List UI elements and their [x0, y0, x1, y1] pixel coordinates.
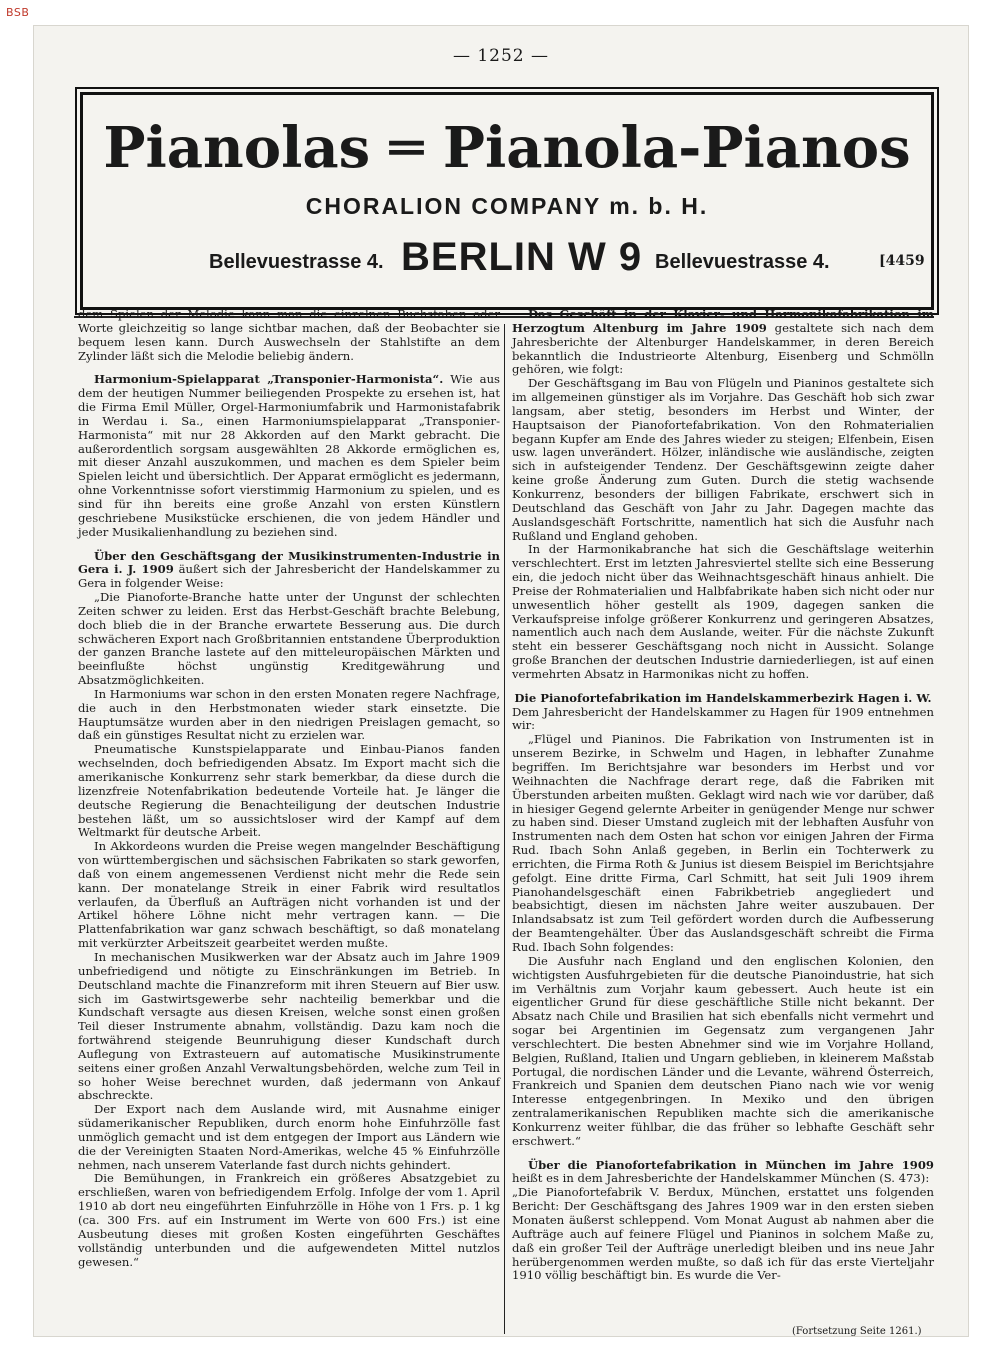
ad-city: BERLIN W 9: [401, 235, 643, 279]
paragraph: „Flügel und Pianinos. Die Fabrikation von Instrumenten ist in unserem Bezirke, in Schwelm und Hagen, in lebhafter Zunahme begriffen. Im Berichtsjahre war besonders im Herbst und vor Weihnachten die Nachfrage derart rege, daß die Fabriken mit Überstunden arbeiten mußten. Geklagt wird nach wie vor darüber, daß in hiesiger Gegend gelernte Arbeiter in genügender Menge nur schwer zu haben sind. Dieser Umstand zugleich mit der lebhaften Ausfuhr von Instrumenten nach dem Osten hat schon vor einigen Jahren der Firma Rud. Ibach Sohn Anlaß gegeben, in Berlin ein Tochterwerk zu errichten, die Firma Roth & Junius ist diesem Beispiel im Berichtsjahre gefolgt. Eine dritte Firma, Carl Schmitt, hat seit Juli 1909 ihrem Pianohandelsgeschäft einen Fabrikbetrieb angegliedert und beabsichtigt, diesen im nächsten Jahre weiter auszubauen. Der Inlandsabsatz ist zum Teil gefördert worden durch die Aufbesserung der Beamtengehälter. Über das Auslandsgeschäft schreibt die Firma Rud. Ibach Sohn folgendes:: [512, 732, 934, 954]
article-heading: Harmonium-Spielapparat „Transponier-Harmonista“.: [94, 372, 444, 387]
paragraph: dem Spielen der Melodie kann man die einzelnen Buchstaben oder Worte gleichzeitig so lange sichtbar machen, daß der Beobachter sie bequem lesen kann. Durch Auswechseln der Stahlstifte an dem Zylinder läßt sich die Melodie beliebig ändern.: [78, 307, 500, 363]
continuation-note: (Fortsetzung Seite 1261.): [792, 1326, 922, 1337]
left-column: [78, 308, 500, 1269]
paragraph: In Akkordeons wurden die Preise wegen mangelnder Beschäftigung von württembergischen und sächsischen Fabrikaten so stark geworfen, daß von einem angemessenen Verdienst nicht mehr die Rede sein kann. Der monatelange Streik in einer Fabrik wird resultatlos verlaufen, da Überfluß an Aufträgen nicht vorhanden ist und der Artikel höhere Löhne nicht mehr vertragen kann. — Die Plattenfabrikation war ganz schwach beschäftigt, so daß monatelang mit verkürzter Arbeitszeit gearbeitet werden mußte.: [78, 839, 500, 951]
paragraph: Dem Jahresbericht der Handelskammer zu Hagen für 1909 entnehmen wir:: [512, 704, 934, 733]
article-body: Wie aus dem der heutigen Nummer beiliegenden Prospekte zu ersehen ist, hat die Firma Emil Müller, Orgel-Harmoniumfabrik und Harmonistafabrik in Werdau i. Sa., einen Harmoniumspielapparat „Transponier-Harmonista“ mit nur 28 Akkorden auf den Markt gebracht. Die außerordentlich sorgsam ausgewählten 28 Akkorde ermöglichen es, mit dieser Anzahl auszukommen, und machen es dem Spieler beim Spielen leicht und übersichtlich. Der Apparat ermöglicht es jedermann, ohne Vorkenntnisse sofort vierstimmig Harmonium zu spielen, und es sind für ihn bereits eine große Anzahl von ersten Künstlern geschriebene Musikstücke erschienen, die von jedem Händler und jeder Musikalienhandlung zu beziehen sind.: [78, 372, 500, 539]
ad-reference-number: [4459: [879, 253, 925, 269]
ad-street-left: Bellevuestrasse 4.: [209, 251, 384, 273]
article-heading: Über den Geschäftsgang der Musikinstrumenten-Industrie in Gera i. J. 1909: [78, 548, 500, 577]
paragraph: Der Export nach dem Auslande wird, mit Ausnahme einiger südamerikanischer Republiken, durch enorm hohe Einfuhrzölle fast unmöglich gemacht und ist dem entgegen der Import aus Ländern wie die der Vereinigten Staaten Nord-Amerikas, welche 45 % Einfuhrzölle nehmen, nach unserem Vaterlande fast durch nichts gehindert.: [78, 1102, 500, 1172]
paragraph: Die Bemühungen, in Frankreich ein größeres Absatzgebiet zu erschließen, waren von befriedigendem Erfolg. Infolge der vom 1. April 1910 ab dort neu eingeführten Einfuhrzölle in Höhe von 1 Frs. p. 1 kg (ca. 300 Frs. auf ein Instrument im Werte von 600 Frs.) ist eine Ausbeutung dieses mit großen Kosten eingeführten Geschäftes vollständig unterbunden und die aufgewendeten Mittel nutzlos gewesen.“: [78, 1171, 500, 1269]
column-divider: [504, 324, 505, 1334]
ad-title: Pianolas ═ Pianola-Pianos: [103, 115, 911, 181]
article-body: heißt es in dem Jahresberichte der Handelskammer München (S. 473):: [512, 1171, 930, 1186]
article-gera: [78, 550, 500, 592]
page-number: — 1252 —: [452, 46, 550, 66]
library-stamp: BSB: [6, 6, 30, 19]
paragraph: Die Ausfuhr nach England und den englischen Kolonien, den wichtigsten Ausfuhrgebieten für die deutsche Pianoindustrie, hat sich im Verhältnis zum Vorjahr kaum gebessert. Auch heute ist ein eigentlicher Grund für diese geschäftliche Stille nicht bekannt. Der Absatz nach Chile und Brasilien hat sich ebenfalls nicht vermehrt und sogar bei Argentinien im Gegensatz zum vergangenen Jahr verschlechtert. Die besten Abnehmer sind wie im Vorjahre Holland, Belgien, Rußland, Italien und Ungarn geblieben, in kleinerem Maßstab Portugal, die nordischen Länder und die Levante, während Österreich, Frankreich und Spanien dem deutschen Piano nach wie vor wenig Interesse entgegenbringen. In Mexiko und den übrigen zentralamerikanischen Republiken machte sich die amerikanische Konkurrenz weiter fühlbar, die das früher so lebhafte Geschäft sehr erschwert.“: [512, 953, 934, 1148]
article-body: äußert sich der Jahresbericht der Handelskammer zu Gera in folgender Weise:: [78, 562, 500, 591]
advertisement-box: [80, 92, 934, 310]
paragraph: Der Geschäftsgang im Bau von Flügeln und Pianinos gestaltete sich im allgemeinen günstiger als im Vorjahre. Das Geschäft hob sich zwar langsam, aber stetig, besonders im Herbst und Winter, der Hauptsaison der Pianofortefabrikation. Von den Rohmaterialien begann Kupfer am Ende des Jahres wieder zu steigen; Elfenbein, Eisen usw. lagen unverändert. Hölzer, inländische wie ausländische, zeigten sich in aufsteigender Tendenz. Der Geschäftsgewinn zeigte daher keine große Änderung zum Guten. Durch die stetig wachsende Konkurrenz, besonders der billigen Fabrikate, erschwert sich in Deutschland das Geschäft von Jahr zu Jahr. Dagegen machte das Auslandsgeschäft Fortschritte, namentlich hat sich die Ausfuhr nach Rußland und England gehoben.: [512, 376, 934, 543]
paragraph: Pneumatische Kunstspielapparate und Einbau-Pianos fanden wechselnden, doch befriedigenden Absatz. Im Export macht sich die amerikanische Konkurrenz sehr stark bemerkbar, da diese durch die lizenzfreie Notenfabrikation bedeutende Vorteile hat. Je länger die deutsche Regierung die Benachteiligung der deutschen Industrie bestehen läßt, um so aussichtsloser wird der Kampf auf dem Weltmarkt für deutsche Arbeit.: [78, 742, 500, 840]
paragraph: In Harmoniums war schon in den ersten Monaten regere Nachfrage, die auch in den Herbstmonaten wieder stark einsetzte. Die Hauptumsätze wurden aber in den niedrigen Preislagen gemacht, so daß ein günstiges Resultat nicht zu erzielen war.: [78, 686, 500, 743]
article-heading-hagen: Die Pianofortefabrikation im Handelskammerbezirk Hagen i. W.: [514, 690, 932, 705]
right-column: [512, 308, 934, 1283]
ad-company: CHORALION COMPANY m. b. H.: [305, 193, 709, 219]
article-harmonista: [78, 373, 500, 539]
article-heading: Das Geschäft in der Klavier- und Harmonikafabrikation im Herzogtum Altenburg im Jahre 1909: [512, 307, 934, 335]
article-body: gestaltete sich nach dem Jahresberichte der Altenburger Handelskammer, in deren Bereich bekanntlich die Industrieorte Altenburg, Eisenberg und Schmölln gehören, wie folgt:: [512, 320, 934, 377]
paragraph: „Die Pianofortefabrik V. Berdux, München, erstattet uns folgenden Bericht: Der Geschäftsgang des Jahres 1909 war in den ersten sieben Monaten äußerst schleppend. Vom Monat August ab nahmen aber die Aufträge auch auf feinere Flügel und Pianinos in solchem Maße zu, daß ein großer Teil der Aufträge unerledigt bleiben und ins neue Jahr herübergenommen werden mußte, so daß ich für das erste Vierteljahr 1910 völlig beschäftigt bin. Es wurde die Ver-: [512, 1185, 934, 1283]
article-heading: Über die Pianofortefabrikation in München im Jahre 1909: [528, 1157, 934, 1172]
page: [34, 26, 968, 1336]
paragraph: In der Harmonikabranche hat sich die Geschäftslage weiterhin verschlechtert. Erst im letzten Jahresviertel stellte sich eine Besserung ein, die jedoch nicht über das Weihnachtsgeschäft hinaus anhielt. Die Preise der Rohmaterialien und Halbfabrikate haben sich nicht oder nur unwesentlich höher gestellt als 1909, dagegen sanken die Verkaufspreise infolge größerer Konkurrenz und geringeren Absatzes, namentlich auch nach dem Auslande, weiter. Für die nächste Zukunft steht ein besserer Geschäftsgang noch nicht in Aussicht. Solange große Branchen der deutschen Industrie darniederliegen, ist auf einen vermehrten Absatz in Harmonikas nicht zu hoffen.: [512, 542, 934, 681]
paragraph: In mechanischen Musikwerken war der Absatz auch im Jahre 1909 unbefriedigend und nötigte zu Einschränkungen im Betrieb. In Deutschland machte die Finanzreform mit ihren Steuern auf Bier usw. sich im Gastwirtsgewerbe sehr nachteilig bemerkbar und die Kundschaft versagte aus diesen Kreisen, welche sonst einen großen Teil dieser Instrumente abnahm, vollständig. Dazu kam noch die fortwährend steigende Beunruhigung dieser Kundschaft durch Auflegung von Extrasteuern auf automatische Musikinstrumente seitens einer großen Anzahl Verwaltungsbehörden, welche zum Teil in so hoher Weise berechnet wurden, daß jedermann von Ankauf abschreckte.: [78, 949, 500, 1103]
paragraph: „Die Pianoforte-Branche hatte unter der Ungunst der schlechten Zeiten schwer zu leiden. Erst das Herbst-Geschäft brachte Belebung, doch blieb die in der Branche erwartete Besserung aus. Die durch schwächeren Export nach Großbritannien entstandene Überproduktion der ganzen Branche lastete auf den mitteleuropäischen Märkten und beeinflußte höchst ungünstig Kreditgewährung und Absatzmöglichkeiten.: [78, 590, 500, 688]
article-altenburg: [512, 308, 934, 377]
ad-street-right: Bellevuestrasse 4.: [655, 251, 830, 273]
article-muenchen: [512, 1159, 934, 1187]
